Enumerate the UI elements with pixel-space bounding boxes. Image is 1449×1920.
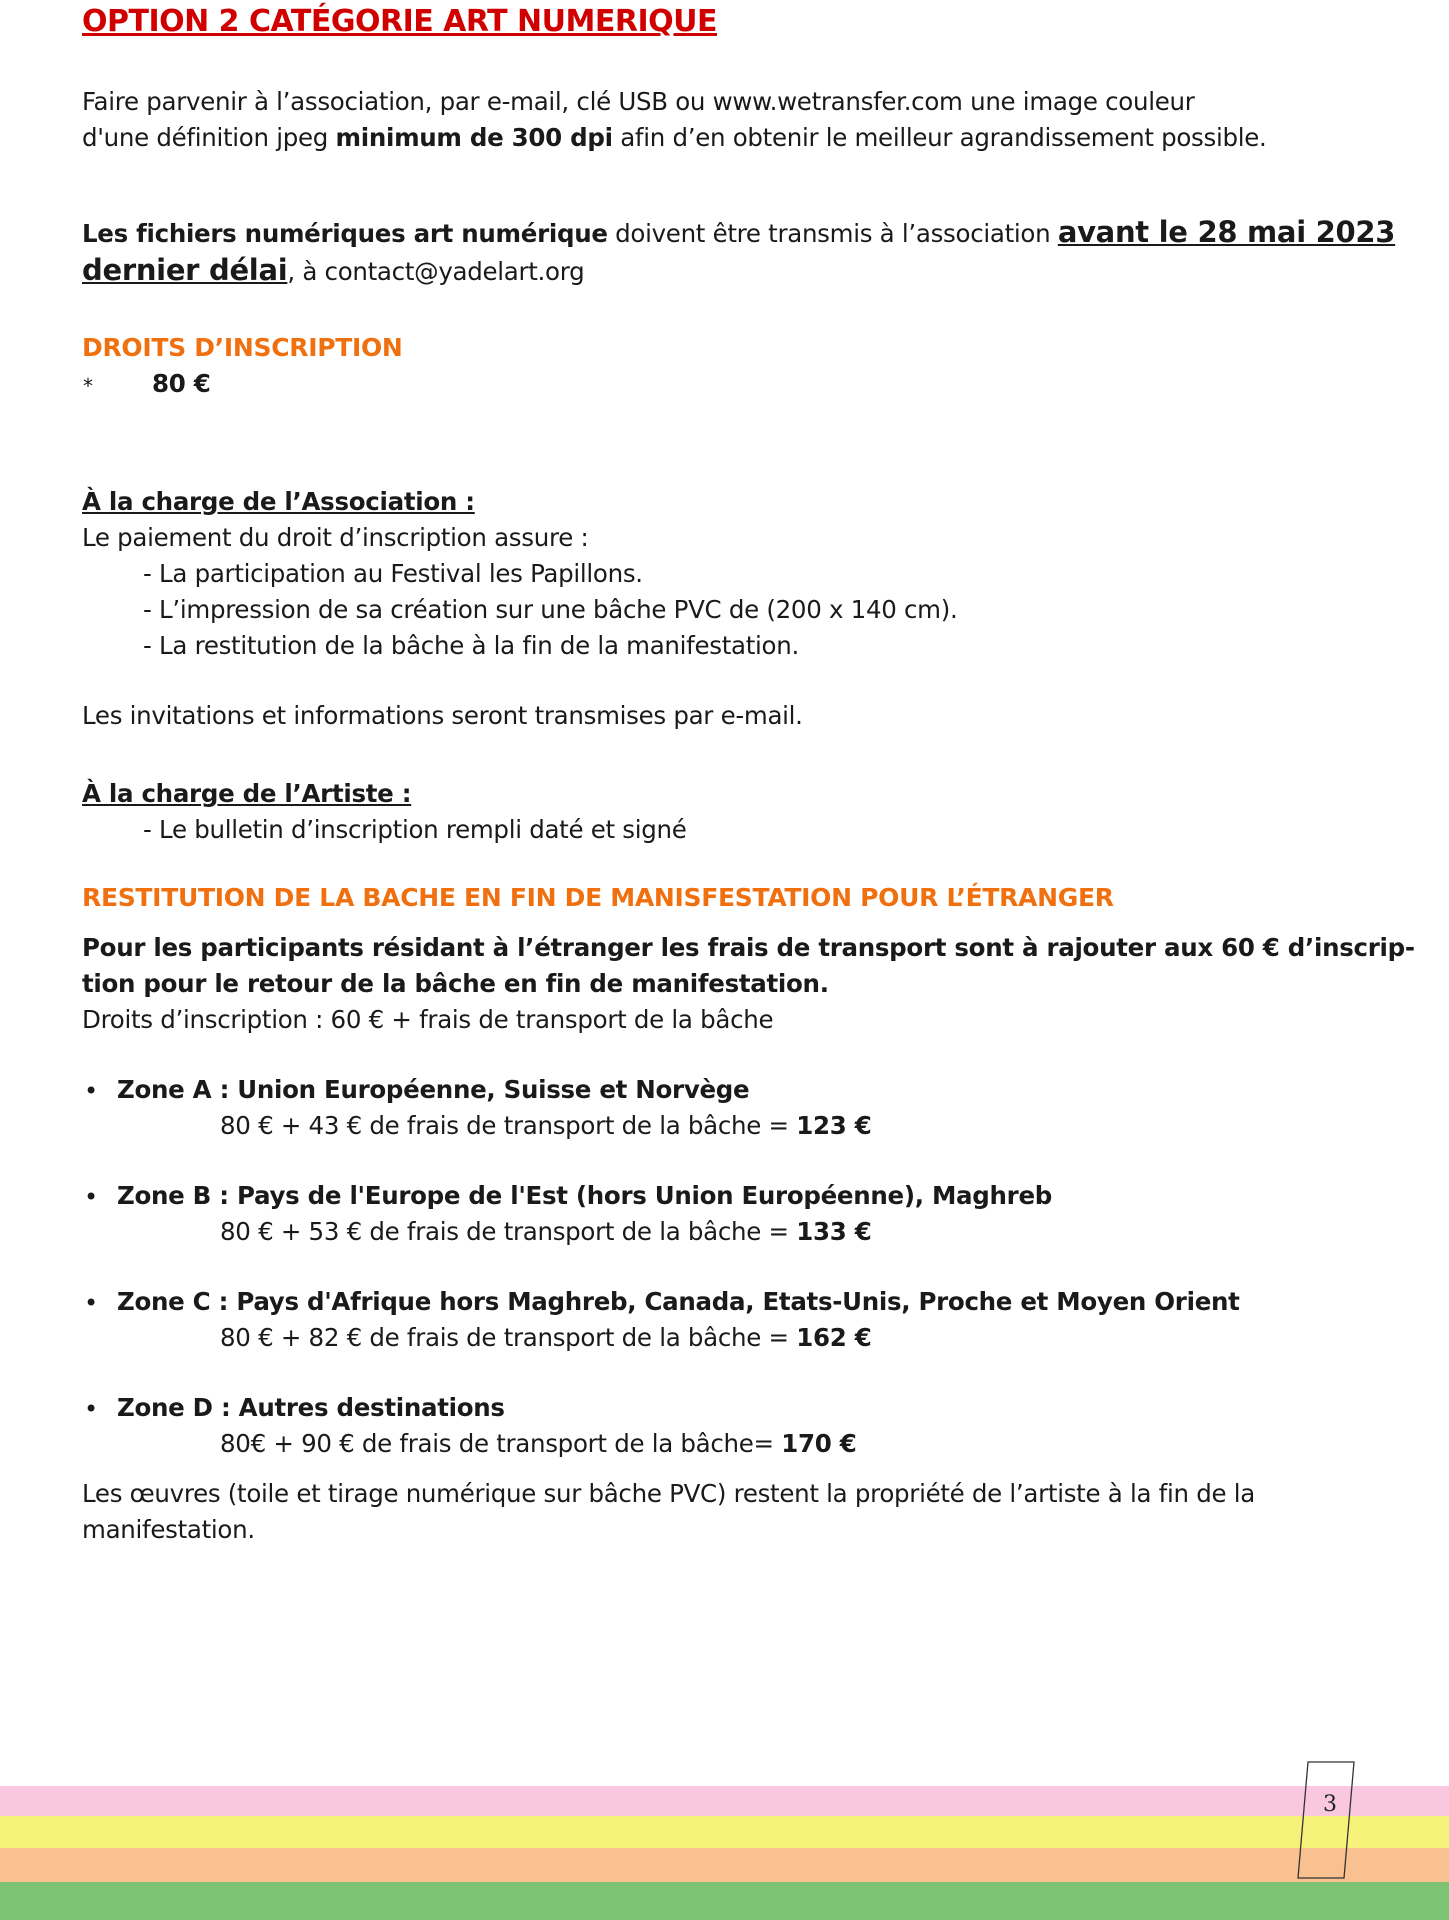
- restitution-heading: RESTITUTION DE LA BACHE EN FIN DE MANISFESTATION POUR L’ÉTRANGER: [82, 883, 1114, 912]
- zone-c-bullet: •: [84, 1289, 99, 1317]
- zone-b-bullet: •: [84, 1183, 99, 1211]
- zone-a-bullet: •: [84, 1077, 99, 1105]
- restitution-bold-line-1: Pour les participants résidant à l’étranger les frais de transport sont à rajouter aux 60 € d’inscrip-: [82, 933, 1415, 962]
- restitution-bold-line-2: tion pour le retour de la bâche en fin de manifestation.: [82, 969, 829, 998]
- footer-stripe-yellow: [0, 1816, 1449, 1848]
- intro-resolution: minimum de 300 dpi: [335, 123, 613, 152]
- zone-c-total: 162 €: [796, 1323, 872, 1352]
- footer-stripe-green: [0, 1882, 1449, 1920]
- footer-stripe-pink: [0, 1786, 1449, 1816]
- intro-line-2: [82, 120, 1267, 156]
- zone-b-name: Zone B : Pays de l'Europe de l'Est (hors Union Européenne), Maghreb: [117, 1181, 1053, 1210]
- association-item-2: - L’impression de sa création sur une bâche PVC de (200 x 140 cm).: [143, 595, 958, 624]
- artist-heading: À la charge de l’Artiste :: [82, 779, 412, 808]
- closing-paragraph: Les œuvres (toile et tirage numérique sur bâche PVC) restent la propriété de l’artiste à la fin de la manifestation.: [82, 1479, 1255, 1544]
- intro-text: d'une définition jpeg: [82, 123, 336, 152]
- deadline-text: doivent être transmis à l’association: [607, 219, 1058, 248]
- association-note: Les invitations et informations seront transmises par e-mail.: [82, 701, 803, 730]
- association-item-1: - La participation au Festival les Papillons.: [143, 559, 643, 588]
- deadline-line-2: [82, 252, 584, 290]
- intro-text-end: afin d’en obtenir le meilleur agrandissement possible.: [612, 123, 1267, 152]
- page-number: 3: [1323, 1792, 1337, 1817]
- zone-d-total: 170 €: [781, 1429, 857, 1458]
- intro-line-1: Faire parvenir à l’association, par e-mail, clé USB ou www.wetransfer.com une image couleur: [82, 87, 1195, 116]
- zone-b-calc-text: 80 € + 53 € de frais de transport de la bâche =: [220, 1217, 797, 1246]
- zone-c-name: Zone C : Pays d'Afrique hors Maghreb, Canada, Etats-Unis, Proche et Moyen Orient: [117, 1287, 1240, 1316]
- zone-d-calc: [220, 1426, 857, 1462]
- association-heading: À la charge de l’Association :: [82, 487, 475, 516]
- zone-d-bullet: •: [84, 1395, 99, 1423]
- zone-c-calc-text: 80 € + 82 € de frais de transport de la bâche =: [220, 1323, 797, 1352]
- deadline-subject: Les fichiers numériques art numérique: [82, 219, 608, 248]
- zone-d-name: Zone D : Autres destinations: [117, 1393, 505, 1422]
- zone-a-total: 123 €: [796, 1111, 872, 1140]
- association-item-3: - La restitution de la bâche à la fin de la manifestation.: [143, 631, 799, 660]
- association-intro: Le paiement du droit d’inscription assure :: [82, 523, 589, 552]
- restitution-fees-line: Droits d’inscription : 60 € + frais de transport de la bâche: [82, 1005, 774, 1034]
- zone-a-calc: [220, 1108, 871, 1144]
- zone-b-total: 133 €: [796, 1217, 872, 1246]
- zone-a-calc-text: 80 € + 43 € de frais de transport de la bâche =: [220, 1111, 797, 1140]
- deadline-line-1: [82, 214, 1395, 252]
- page-title: OPTION 2 CATÉGORIE ART NUMERIQUE: [82, 4, 717, 39]
- fees-bullet: *: [83, 374, 93, 398]
- artist-item-1: - Le bulletin d’inscription rempli daté et signé: [143, 815, 687, 844]
- zone-b-calc: [220, 1214, 871, 1250]
- page-number-frame-icon: [1296, 1760, 1356, 1880]
- zone-a-name: Zone A : Union Européenne, Suisse et Norvège: [117, 1075, 750, 1104]
- footer-stripe-orange: [0, 1848, 1449, 1882]
- deadline-date: avant le 28 mai 2023: [1057, 215, 1396, 249]
- deadline-last: dernier délai: [82, 253, 288, 287]
- zone-d-calc-text: 80€ + 90 € de frais de transport de la bâche=: [220, 1429, 782, 1458]
- fees-heading: DROITS D’INSCRIPTION: [82, 333, 403, 362]
- fees-amount: 80 €: [152, 369, 211, 398]
- deadline-email: , à contact@yadelart.org: [287, 257, 585, 286]
- zone-c-calc: [220, 1320, 871, 1356]
